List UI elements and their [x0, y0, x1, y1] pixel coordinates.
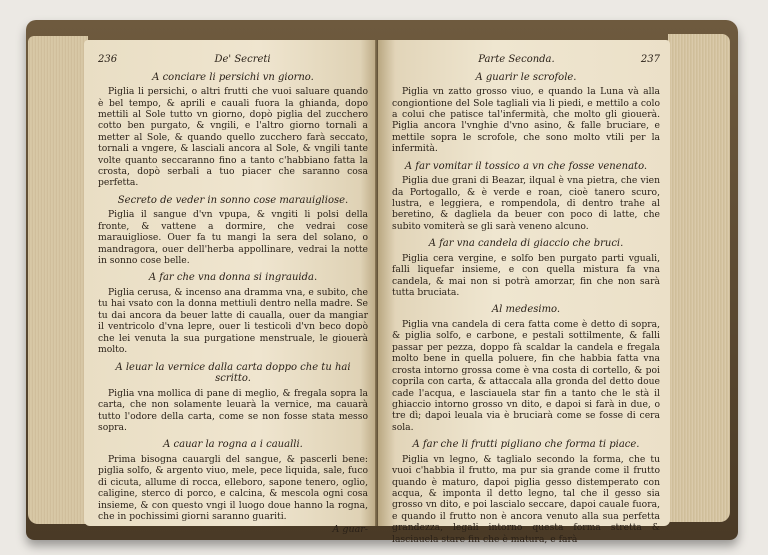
section-heading: A guarir le scrofole.	[475, 71, 577, 83]
section-text: Piglia vna mollica di pane di meglio, & fregala sopra la carta, che non solamente leuarà la vernice, ma cauarà tutto l'odore della carta, come se non fosse stata messo sopra.	[98, 387, 368, 433]
section-heading: A cauar la rogna a i caualli.	[163, 439, 303, 451]
right-page-number: 237	[640, 54, 660, 65]
left-page-number: 236	[98, 54, 118, 65]
section-heading: Secreto de veder in sonno cose marauigliose.	[117, 194, 349, 206]
section-text: Piglia vn zatto grosso viuo, e quando la Luna và alla congiontione del Sole tagliali via li piedi, e mettilo a colo a colui che patisce tal'infermità, che molto gli giouerà. Piglia ancora l'vnghie d'vno asino, & falle bruciare, e mettile sopra le scrofole, che sono molto vtili per la infermità.	[392, 86, 660, 155]
section-heading: A far che vna donna si ingrauida.	[148, 272, 318, 284]
right-page	[378, 40, 670, 545]
section-text: Piglia cerusa, & incenso ana dramma vna, e subito, che tu hai vsato con la donna mettiuli dentro nella madre. Se tu dai ancora da beuer latte di caualla, ouer da mangiar il ventricolo d'vna lepre, ouer li testicoli d'vn beco dopò che lei venuta la sua purgatione menstruale, le giouerà molto.	[98, 287, 368, 356]
section-heading: Al medesimo.	[491, 304, 561, 316]
section-heading: A far che li frutti pigliano che forma ti piace.	[412, 439, 640, 451]
section-text: Piglia vna candela di cera fatta come è detto di sopra, & piglia solfo, e carbone, e pestali sottilmente, & falli passar per pezza, doppo fà scaldar la candela e fregala molto bene in quella poluere, fin che habbia fatta vna crosta intorno grossa come è vna costa di cortello, & poi coprila con carta, & attaccala alla gronda del detto doue cade l'acqua, e lasciauela star fin a tanto che le stà il ghiaccio intorno grosso vn dito, e dapoi si farà in due, o tre dì; dapoi leuala via è bruciarà come se fosse di cera sola.	[392, 319, 660, 433]
page-edges-left	[28, 36, 88, 524]
section-text: Piglia li persichi, o altri frutti che vuoi saluare quando è bel tempo, & aprili e cauali fuora la ghianda, dopo mettili al Sole tutto vn giorno, dopò piglia del zucchero cotto ben purgato, & vngili, e l'altro giorno tornali a metter al Sole, & quando quello zucchero farà seccato, tornali a vngere, & lasciali ancora al Sole, & vngili tante volte quanto seccaranno fino a tanto c'habbiano fatta la crosta, dopò serbali a tuo piacer che saranno cosa perfetta.	[98, 86, 368, 189]
left-catchword: A guar-	[332, 524, 368, 536]
section-text: Piglia cera vergine, e solfo ben purgato parti vguali, falli liquefar insieme, e con quella mistura fa vna candela, & mai non si potrà amorzar, fin che non sarà tutta bruciata.	[392, 252, 660, 299]
section-heading: A conciare li persichi vn giorno.	[152, 71, 314, 83]
section-text: Piglia due grani di Beazar, ilqual è vna pietra, che vien da Portogallo, & è verde e roan, cioè tanero scuro, lustra, e leggiera, e rompendola, di dentro trahe al beretino, & dagliela da beuer con poco di latte, che subito vomiterà se gli sarà veneno alcuno.	[392, 175, 660, 232]
section-heading: A leuar la vernice dalla carta doppo che tu hai scritto.	[115, 361, 351, 385]
left-running-head	[98, 54, 368, 66]
left-running-title: De' Secreti	[214, 54, 271, 65]
right-running-title: Parte Seconda.	[478, 54, 555, 65]
page-edges-right	[668, 34, 730, 522]
left-page	[84, 40, 378, 536]
right-running-head	[392, 54, 660, 66]
section-heading: A far vomitar il tossico a vn che fosse venenato.	[404, 160, 648, 172]
section-heading: A far vna candela di giaccio che bruci.	[428, 238, 624, 250]
section-text: Prima bisogna cauargli del sangue, & pascerli bene: piglia solfo, & argento viuo, mele, pece liquida, sale, fuco di cicuta, allume di rocca, elleboro, sapone tenero, oglio, caligine, sterco di porco, e calcina, & mescola ogni cosa insieme, & con questo vngi il luogo doue hanno la rogna, che in pochissimi giorni saranno guariti.	[98, 453, 368, 522]
section-text: Piglia il sangue d'vn vpupa, & vngiti li polsi della fronte, & vattene a dormire, che vedrai cose marauigliose. Ouer fa tu mangi la sera del solano, o mandragora, ouer dell'herba appollinare, vedrai la notte in sonno cose belle.	[98, 209, 368, 267]
section-text: Piglia vn legno, & taglialo secondo la forma, che tu vuoi c'habbia il frutto, ma pur sia grande come il frutto quando è maturo, dapoi piglia gesso distemperato con acqua, & imponta il detto legno, tal che il gesso sia grosso vn dito, e poi lascialo seccare, dapoi cauale fuora, e quando il frutto non è ancora venuto alla sua perfetta grandezza, legali intorno questa forma stretta & lasciauela stare fin che è matura, e farà	[392, 453, 660, 545]
